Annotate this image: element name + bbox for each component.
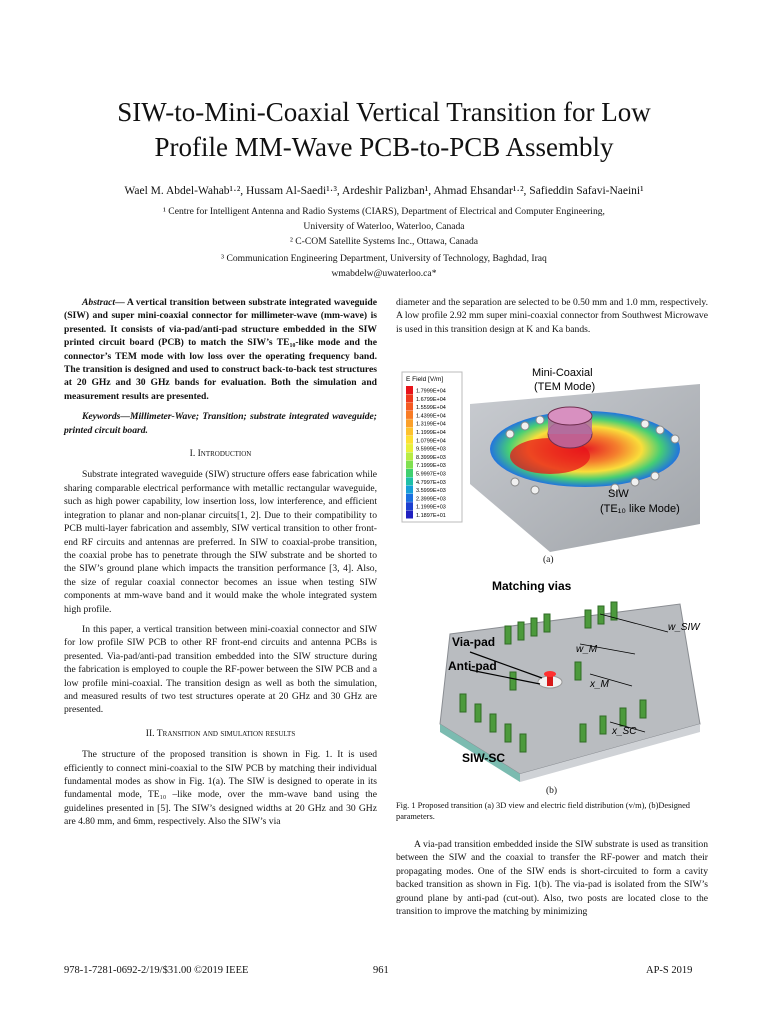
legend-swatch (406, 452, 413, 460)
legend-swatch (406, 386, 413, 394)
label-via-pad: Via-pad (452, 635, 496, 649)
label-w-m: w_M (576, 644, 598, 655)
legend-value: 1.3199E+04 (416, 421, 446, 428)
author-list: Wael M. Abdel-Wahab¹·², Hussam Al-Saedi¹·³, Ardeshir Palizban¹, Ahmad Ehsandar¹·², Safieddin Safavi-Naeini¹ (124, 185, 644, 197)
legend-swatch (406, 486, 413, 494)
legend-swatch (406, 502, 413, 510)
legend-swatch (406, 428, 413, 436)
legend-value: 1.1897E+01 (416, 513, 446, 519)
legend-swatch (406, 403, 413, 411)
label-siw-sc: SIW-SC (462, 751, 506, 765)
legend-swatch (406, 469, 413, 477)
legend-entries (406, 386, 446, 519)
section-heading-introduction: I. Introduction (189, 448, 252, 460)
section-heading-transition: II. Transition and simulation results (145, 727, 296, 739)
label-x-m: x_M (590, 679, 609, 690)
legend-value: 1.5599E+04 (416, 405, 446, 412)
legend-value: 1.1999E+03 (416, 504, 446, 511)
legend-value: 9.5999E+03 (416, 446, 446, 453)
right-paragraph-2: A via-pad transition embedded inside the SIW substrate is used as transition between the SIW and the coaxial to transfer the RF-power and match their propagating modes. One of the SIW ends is short-circuited to form a cavity backed transition as shown in Fig. 1(b). The via-pad is isolated from the SIW’s ground plane by anti-pad (cut-out). Also, two posts are located close to the transition to improve the matching by minimizing (396, 839, 708, 918)
affiliation-2: ² C-COM Satellite Systems Inc., Ottawa, Canada (289, 236, 479, 247)
paper-title (40, 95, 728, 165)
title-line-2: Profile MM-Wave PCB-to-PCB Assembly (154, 132, 614, 162)
legend-swatch (406, 444, 413, 452)
right-column-bottom (396, 838, 708, 925)
legend-swatch (406, 477, 413, 485)
label-x-sc: x_SC (612, 726, 637, 737)
abstract-heading: Abstract (82, 297, 116, 308)
legend-value: 3.5999E+03 (416, 488, 446, 495)
legend-value: 2.3999E+03 (416, 496, 446, 503)
transition-paragraph-1: The structure of the proposed transition is shown in Fig. 1. It is used efficiently to connect mini-coaxial to the SIW PCB by matching their individual fundamental modes as show in Fig. 1(a). The SIW is designed to operate in its fundamental mode, TE₁₀ –like mode, over the mm-wave band using the guidelines presented in [5]. The SIW’s designed widths at 20 GHz and 30 GHz are 4.80 mm, and 6mm, respectively. Also the SIW’s via (64, 749, 377, 828)
intro-paragraph-2: In this paper, a vertical transition between mini-coaxial connector and SIW for low profile SIW PCB to other RF front-end circuits and antenna PCBs is presented. Via-pad/anti-pad transition embedded into the SIW structure during the fabrication is employed to couple the RF-power between the SIW PCB and a low profile mini-coaxial. The transition design as well as both the simulation, and measured results of two test structures operate at 20 GHz and 30 GHz are presented. (64, 623, 377, 716)
right-paragraph-1: diameter and the separation are selected to be 0.50 mm and 1.0 mm, respectively. A low profile 2.92 mm super mini-coaxial connector from Southwest Microwave is used in this transition design at K and Ka bands. (396, 297, 708, 335)
affiliation-1b: University of Waterloo, Waterloo, Canada (303, 221, 465, 232)
label-w-siw: w_SIW (668, 622, 700, 633)
via-pad-top-shape (544, 671, 556, 677)
figure-1b-parameters (400, 574, 710, 782)
legend-swatch (406, 511, 413, 519)
label-siw: SIW (608, 488, 629, 500)
legend-value: 1.1999E+04 (416, 430, 446, 436)
left-column (64, 296, 377, 836)
figure-1a-field-plot (400, 364, 710, 552)
legend-value: 1.4399E+04 (416, 413, 446, 420)
abstract-body: — A vertical transition between substrate integrated waveguide (SIW) and super mini-coaxial connector for millimeter-wave (mm-wave) is presented. It consists of via-pad/anti-pad structure embedded in the SIW printed circuit board (PCB) to match the SIW’s TE₁₀-like mode and the connector’s TEM mode with low loss over the operating frequency band. The transition is designed and used to construct back-to-back test structures at 20 GHz and 30 GHz bands for evaluation. Both the simulation and measurement results are presented. (64, 297, 377, 402)
footer-page-number: 961 (373, 965, 389, 976)
footer-conference: AP-S 2019 (646, 965, 693, 976)
legend-value: 1.0799E+04 (416, 438, 446, 445)
abstract (64, 296, 377, 403)
legend-value: 1.6799E+04 (416, 396, 446, 403)
legend-swatch (406, 436, 413, 444)
label-anti-pad: Anti-pad (448, 659, 497, 673)
label-te10-mode: (TE₁₀ like Mode) (600, 503, 680, 515)
label-tem-mode: (TEM Mode) (534, 381, 596, 393)
legend-swatch (406, 494, 413, 502)
figure-1-caption: Fig. 1 Proposed transition (a) 3D view and electric field distribution (v/m), (b)Designed parameters. (396, 801, 690, 821)
footer-copyright: 978-1-7281-0692-2/19/$31.00 ©2019 IEEE (64, 965, 249, 976)
keywords: Keywords—Millimeter-Wave; Transition; substrate integrated waveguide; printed circuit board. (64, 411, 377, 436)
legend-value: 7.1999E+03 (416, 463, 446, 470)
right-column-top (396, 296, 708, 343)
contact-email: wmabdelw@uwaterloo.ca* (331, 268, 437, 279)
label-mini-coaxial: Mini-Coaxial (532, 367, 593, 379)
legend-value: 5.9997E+03 (416, 471, 446, 478)
legend-swatch (406, 461, 413, 469)
label-matching-vias: Matching vias (492, 579, 572, 593)
legend-value: 8.3999E+03 (416, 454, 446, 461)
legend-swatch (406, 419, 413, 427)
affiliation-3: ³ Communication Engineering Department, University of Technology, Baghdad, Iraq (221, 253, 547, 264)
legend-value: 4.7997E+03 (416, 479, 446, 486)
figure-caption-b: (b) (546, 786, 558, 796)
coax-top-shape (548, 407, 592, 425)
legend-swatch (406, 394, 413, 402)
title-line-1: SIW-to-Mini-Coaxial Vertical Transition for Low (117, 97, 651, 127)
legend-swatch (406, 411, 413, 419)
figure-caption-a: (a) (543, 555, 554, 565)
affiliation-1a: ¹ Centre for Intelligent Antenna and Radio Systems (CIARS), Department of Electrical and Computer Engineering, (163, 206, 605, 217)
legend-value: 1.7999E+04 (416, 388, 446, 395)
efield-title: E Field [V/m] (406, 376, 444, 383)
intro-paragraph-1: Substrate integrated waveguide (SIW) structure offers ease fabrication while sharing comparable electrical performance with metallic rectangular waveguide, such as high power capability, low insertion loss, low interference, and efficient integration to planar and non-planar circuits[1, 2]. Due to their compatibility to PCB multi-layer fabrication and assembly, SIW vertical transition to other front-end RF circuits and antennas are preferred. In SIW to coaxial-probe transition, the coaxial probe has to penetrate through the SIW substrate and be shorted to the SIW’s ground plane which impacts the transition performance [3, 4]. Also, the size of regular coaxial connector becomes an issue when testing SIW components at mm-wave band and it would make the whole integrated system high profile. (64, 469, 377, 615)
